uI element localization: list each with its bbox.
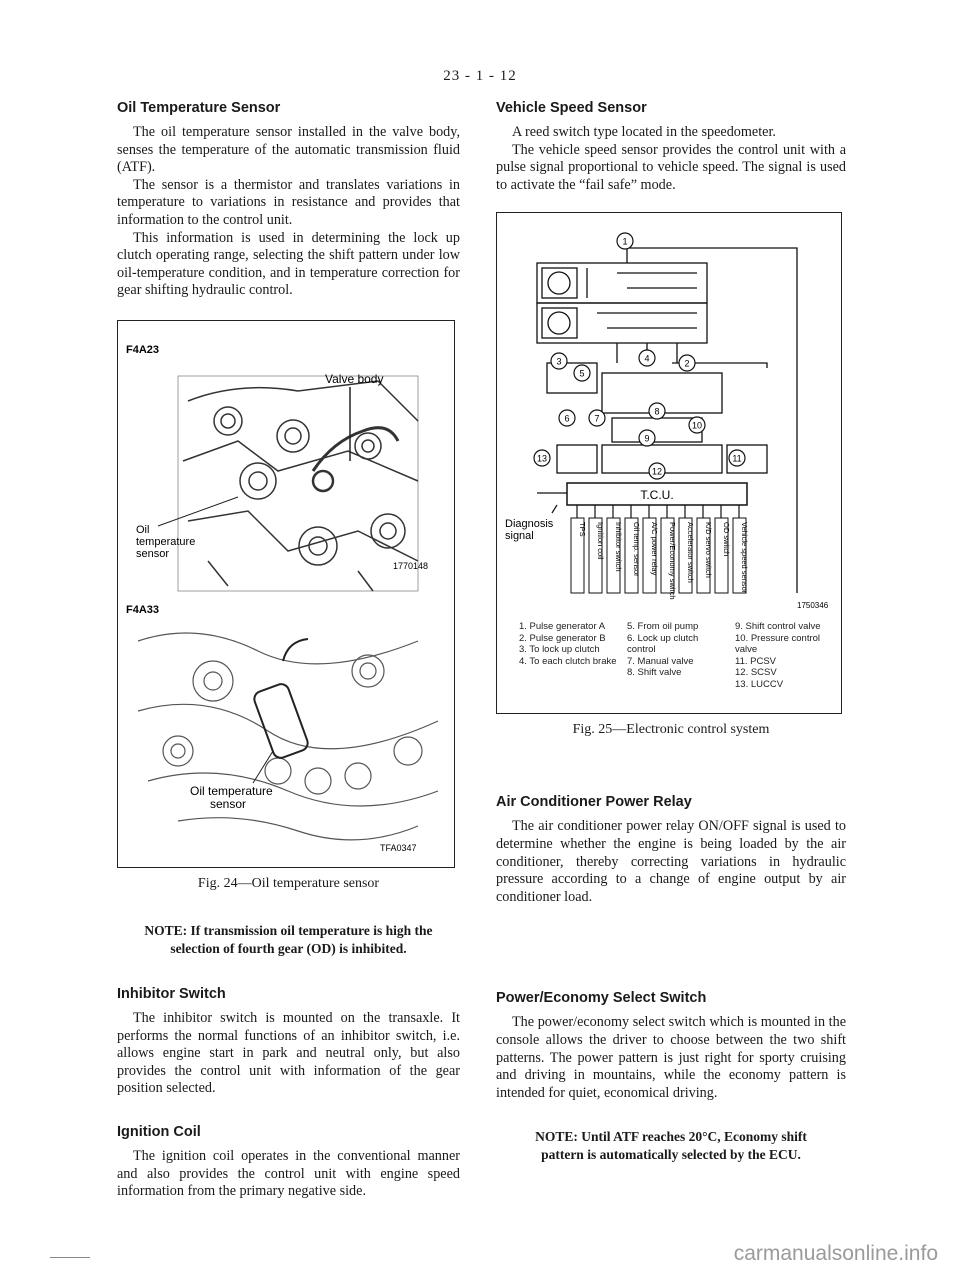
vss-paragraph-1: A reed switch type located in the speedometer. [512,124,776,140]
inhibitor-paragraph: The inhibitor switch is mounted on the transaxle. It performs the normal functions of an inhibitor switch, i.e. allows engine start in park and neutral only, but also provides the control unit with information of the gear position selected. [117,1009,460,1097]
callout-number-12: 12 [651,466,663,477]
input-label-0: TPS [578,522,587,537]
oil-sensor-paragraph-3: This information is used in determining the lock up clutch operating range, selecting the shift pattern under low oil-temperature condition, and in temperature correction for gear shifting hydraulic control. [117,229,460,299]
fig24-code-top: 1770148 [393,560,429,571]
callout-number-13: 13 [536,453,548,464]
fig24-caption: Fig. 24—Oil temperature sensor [197,875,380,891]
note-atf-line-1: NOTE: Until ATF reaches 20°C, Economy shift [535,1129,807,1145]
oil-sensor-paragraph-2: The sensor is a thermistor and translates variations in temperature to variations in resistance and provides that information to the control unit. [117,176,460,228]
callout-number-4: 4 [644,353,650,364]
fig24-frame [117,320,455,868]
legend3-item-0: 9. Shift control valve [735,621,821,633]
note-atf-line-2: pattern is automatically selected by the ECU. [541,1147,801,1163]
valve-body-label: Valve body [325,371,384,386]
oil-temp-label-bottom-1: Oil temperature [190,783,273,798]
oil-sensor-paragraph-1: The oil temperature sensor installed in the valve body, senses the temperature of the automatic transmission fluid (ATF). [117,124,460,176]
oil-temp-label-1: Oil [136,523,150,536]
right-column [496,100,846,1164]
oil-temp-label-2: temperature [136,535,196,548]
input-label-3: Oil temp. sensor [632,522,641,577]
input-label-5: Power/Economy switch [668,522,677,600]
legend1-item-1: 2. Pulse generator B [519,632,606,644]
legend-col-1 [519,621,617,667]
callout-number-10: 10 [691,420,703,431]
input-label-1: Ignition coil [596,522,605,560]
input-label-7: K/D servo switch [704,522,713,579]
input-switches [571,505,749,600]
diagnosis-label-1: Diagnosis [505,518,554,531]
fig25-code: 1750346 [797,601,829,611]
callout-number-7: 7 [594,413,600,424]
input-label-9: Vehicle speed sensor [740,522,749,594]
callout-number-11: 11 [732,453,742,464]
ignition-heading: Ignition Coil [117,1123,201,1140]
input-label-8: OD switch [722,522,731,557]
diagnosis-label-2: signal [505,530,534,543]
sensor-photo [138,633,438,840]
legend1-item-2: 3. To lock up clutch [519,644,600,656]
callout-number-5: 5 [579,368,585,379]
fig25-frame [496,212,842,714]
ac-relay-heading: Air Conditioner Power Relay [496,794,692,811]
legend3-item-1: 10. Pressure control [735,632,821,644]
callout-number-3: 3 [556,356,562,367]
tcu-label: T.C.U. [640,488,674,503]
callout-number-6: 6 [564,413,570,424]
legend3-item-4: 12. SCSV [735,667,777,679]
vss-paragraph-2: The vehicle speed sensor provides the control unit with a pulse signal proportional to vehicle speed. The signal is used to activate the “fail safe” mode. [496,141,846,193]
legend3-item-3: 11. PCSV [735,655,777,667]
inhibitor-heading: Inhibitor Switch [117,985,226,1002]
note-atf [496,1128,846,1164]
fig25-caption: Fig. 25—Electronic control system [572,722,770,738]
legend2-item-2: control [627,644,656,656]
fig24-illustration [118,321,454,867]
footer-rule [50,1257,90,1258]
callout-number-8: 8 [654,406,660,417]
oil-temp-label-bottom-2: sensor [210,796,247,811]
legend-col-2 [627,621,698,679]
watermark: carmanualsonline.info [733,1242,938,1265]
fig24-label-top: F4A23 [126,343,160,356]
fig25-diagram [497,213,841,613]
legend2-item-4: 8. Shift valve [627,667,682,679]
oil-sensor-heading: Oil Temperature Sensor [117,100,281,116]
callout-number-2: 2 [684,358,690,369]
callout-number-9: 9 [644,433,650,444]
valve-body-photo [178,376,418,591]
note-oil-temp-line-1: NOTE: If transmission oil temperature is high the [144,922,433,938]
oil-temp-label-3: sensor [136,547,170,560]
note-oil-temp [117,922,460,958]
input-label-6: Accelerator switch [686,522,695,584]
ignition-paragraph: The ignition coil operates in the conventional manner and also provides the control unit with engine speed information from the primary negative side. [117,1147,460,1200]
callout-number-1: 1 [622,236,628,247]
fig24-label-bottom: F4A33 [126,603,160,616]
callout-numbers [534,233,745,479]
note-oil-temp-line-2: selection of fourth gear (OD) is inhibited. [170,940,407,956]
left-column [117,100,460,1201]
page-number: 23 - 1 - 12 [443,68,517,84]
legend1-item-3: 4. To each clutch brake [519,655,617,667]
power-economy-heading: Power/Economy Select Switch [496,990,707,1007]
power-economy-paragraph: The power/economy select switch which is mounted in the console allows the driver to choose between the two shift patterns. The power pattern is just right for sporty cruising and driving in mountains, while the economy pattern is intended for quiet, economical driving. [496,1014,846,1101]
legend2-item-0: 5. From oil pump [627,621,699,633]
legend2-item-1: 6. Lock up clutch [627,632,699,644]
legend2-item-3: 7. Manual valve [627,655,694,667]
vss-heading: Vehicle Speed Sensor [496,100,647,116]
input-label-2: Inhibitor switch [614,522,623,572]
ac-relay-paragraph: The air conditioner power relay ON/OFF signal is used to determine whether the engine is being loaded by the air conditioner, thereby correcting variations in hydraulic pressure according to a change of engine output by air conditioner load. [496,818,846,905]
legend3-item-2: valve [735,644,758,656]
input-label-4: A/C power relay [650,522,659,576]
legend1-item-0: 1. Pulse generator A [519,621,606,633]
fig24-code-bottom: TFA0347 [380,842,417,853]
legend3-item-5: 13. LUCCV [735,678,784,690]
legend-col-3 [735,621,821,690]
